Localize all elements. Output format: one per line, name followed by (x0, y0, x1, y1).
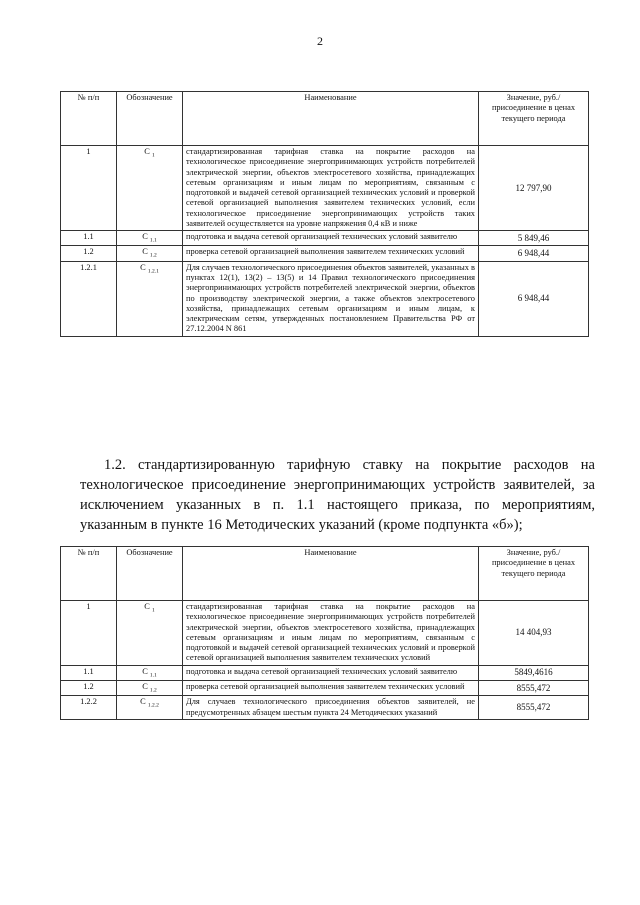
row-code (117, 261, 183, 336)
row-value: 5 849,46 (479, 231, 589, 246)
code-letter: C (140, 697, 146, 707)
header-num: № п/п (61, 92, 117, 146)
row-code (117, 680, 183, 695)
row-number: 1.2.2 (61, 696, 117, 720)
code-letter: C (142, 232, 148, 241)
header-code: Обозначение (117, 547, 183, 601)
header-name: Наименование (183, 547, 479, 601)
row-code (117, 696, 183, 720)
row-number: 1 (61, 601, 117, 666)
row-value: 8555,472 (479, 680, 589, 695)
table-row (61, 665, 589, 680)
code-subscript: 1.1 (149, 237, 157, 244)
row-number: 1.2 (61, 246, 117, 261)
row-number: 1.2 (61, 680, 117, 695)
row-name: проверка сетевой организацией выполнения заявителем технических условий (183, 246, 479, 261)
code-subscript: 1 (151, 607, 155, 614)
table-row (61, 246, 589, 261)
header-value: Значение, руб./присоединение в ценах текущего периода (479, 92, 589, 146)
row-name: стандартизированная тарифная ставка на покрытие расходов на технологическое присоединение энергопринимающих устройств потребителей электрической энергии, объектов электросетевого хозяйства, принадлежащих сетевым организациям и иным лицам по мероприятиям, связанным с подготовкой и выдачей сетевой организацией технических условий и проверкой сетевой организацией выполнения заявителем технических условий, если технологическое присоединение энергопринимающих устройств таких заявителей осуществляется на уровне напряжения 0,4 кВ и ниже (183, 146, 479, 231)
code-subscript: 1.2 (149, 687, 157, 694)
table-row (61, 146, 589, 231)
row-name: стандартизированная тарифная ставка на покрытие расходов на технологическое присоединение энергопринимающих устройств потребителей электрической энергии, объектов электросетевого хозяйства, принадлежащих сетевым организациям и иным лицам по мероприятиям, связанным с подготовкой и выдачей сетевой организацией технических условий и проверкой сетевой организацией выполнения заявителем технических условий (183, 601, 479, 666)
header-name: Наименование (183, 92, 479, 146)
paragraph-text: 1.2. стандартизированную тарифную ставку на покрытие расходов на технологическое присоединение энергопринимающих устройств заявителей, за исключением указанных в п. 1.1 настоящего приказа, по мероприятиям, указанным в пункте 16 Методических указаний (кроме подпункта «б»); (80, 457, 595, 533)
table-row (61, 261, 589, 336)
row-name: Для случаев технологического присоединения объектов заявителей, указанных в пунктах 12(1), 13(2) – 13(5) и 14 Правил технологического присоединения энергопринимающих устройств потребителей электрической энергии, объектов по производству электрической энергии, а также объектов электросетевого хозяйства, принадлежащих сетевым организациям и иным лицам, к электрическим сетям, утвержденных постановлением Правительства РФ от 27.12.2004 N 861 (183, 261, 479, 336)
header-num: № п/п (61, 547, 117, 601)
row-name: подготовка и выдача сетевой организацией технических условий заявителю (183, 665, 479, 680)
code-letter: C (142, 681, 148, 691)
row-value: 5849,4616 (479, 665, 589, 680)
row-value: 8555,472 (479, 696, 589, 720)
row-code (117, 665, 183, 680)
row-name: Для случаев технологического присоединения объектов заявителей, не предусмотренных абзацем шестым пункта 24 Методических указаний (183, 696, 479, 720)
code-letter: C (142, 666, 148, 676)
code-letter: C (144, 147, 150, 156)
table-row (61, 231, 589, 246)
code-letter: C (140, 262, 146, 272)
row-number: 1.1 (61, 665, 117, 680)
row-number: 1 (61, 146, 117, 231)
row-name: проверка сетевой организацией выполнения заявителем технических условий (183, 680, 479, 695)
row-number: 1.2.1 (61, 261, 117, 336)
tariff-table-1 (60, 91, 589, 337)
table-row (61, 680, 589, 695)
tariff-table-2 (60, 546, 589, 720)
code-letter: C (142, 247, 148, 257)
code-subscript: 1.2.2 (147, 702, 159, 709)
row-code (117, 231, 183, 246)
row-value: 12 797,90 (479, 146, 589, 231)
header-code: Обозначение (117, 92, 183, 146)
row-value: 6 948,44 (479, 246, 589, 261)
paragraph-1-2 (80, 455, 595, 535)
code-subscript: 1 (151, 152, 155, 159)
row-number: 1.1 (61, 231, 117, 246)
row-value: 14 404,93 (479, 601, 589, 666)
row-code (117, 146, 183, 231)
code-subscript: 1.2 (149, 253, 157, 260)
table-row (61, 696, 589, 720)
header-value: Значение, руб./присоединение в ценах текущего периода (479, 547, 589, 601)
row-value: 6 948,44 (479, 261, 589, 336)
row-code (117, 601, 183, 666)
table-row (61, 601, 589, 666)
code-letter: C (144, 602, 150, 611)
row-code (117, 246, 183, 261)
code-subscript: 1.2.1 (147, 268, 159, 275)
page-number: 2 (317, 34, 323, 48)
code-subscript: 1.1 (149, 672, 157, 679)
row-name: подготовка и выдача сетевой организацией технических условий заявителю (183, 231, 479, 246)
